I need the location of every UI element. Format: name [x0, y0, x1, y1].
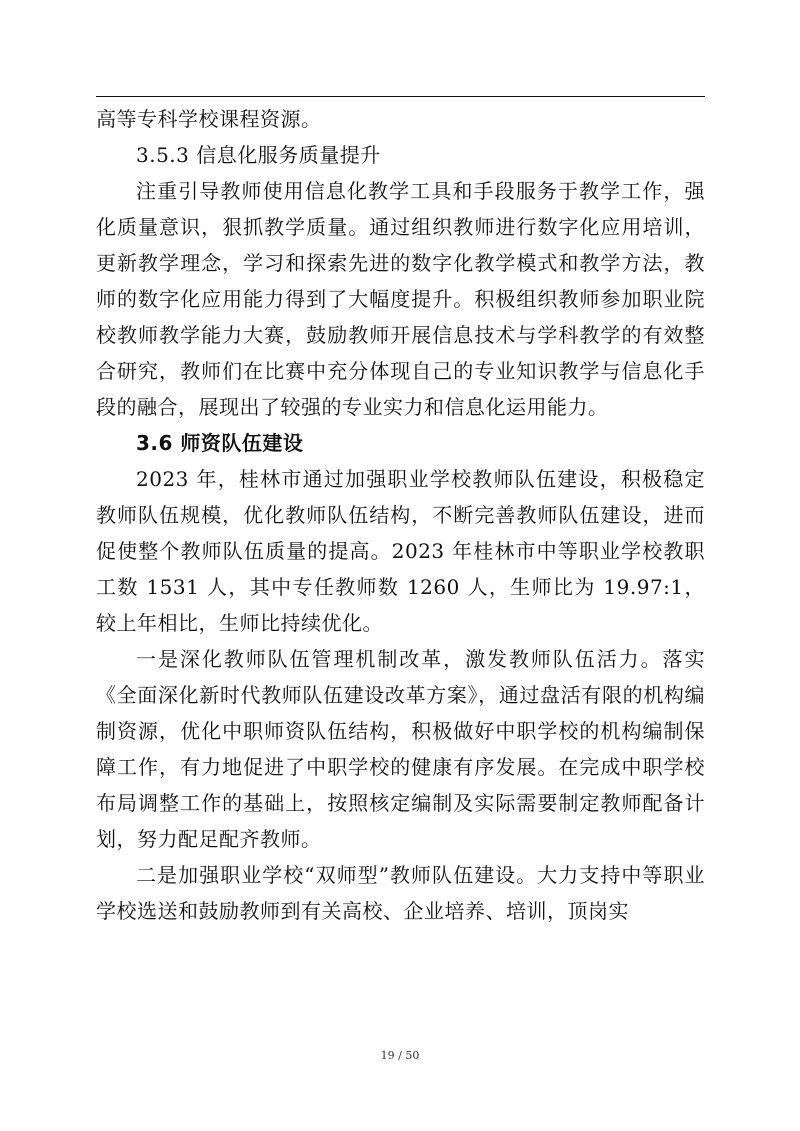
paragraph-continuation: 高等专科学校课程资源。	[96, 107, 322, 131]
section-heading-3-6: 3.6 师资队伍建设	[136, 431, 304, 455]
paragraph-dual-teacher: 二是加强职业学校“双师型”教师队伍建设。大力支持中等职业学校选送和鼓励教师到有关高校、企业培养、培训，顶岗实	[96, 863, 705, 923]
paragraph-management-reform: 一是深化教师队伍管理机制改革，激发教师队伍活力。落实《全面深化新时代教师队伍建设改革方案》，通过盘活有限的机构编制资源，优化中职师资队伍结构，积极做好中职学校的机构编制保障工作，有力地促进了中职学校的健康有序发展。在完成中职学校布局调整工作的基础上，按照核定编制及实际需要制定教师配备计划，努力配足配齐教师。	[96, 647, 705, 851]
paragraph-teacher-stats: 2023 年，桂林市通过加强职业学校教师队伍建设，积极稳定教师队伍规模，优化教师队伍结构，不断完善教师队伍建设，进而促使整个教师队伍质量的提高。2023 年桂林市中等职业学校教职工数 1531 人，其中专任教师数 1260 人，生师比为 19.97:1，较上年相比，生师比持续优化。	[96, 467, 705, 635]
paragraph-informatization: 注重引导教师使用信息化教学工具和手段服务于教学工作，强化质量意识，狠抓教学质量。通过组织教师进行数字化应用培训，更新教学理念，学习和探索先进的数字化教学模式和教学方法，教师的数字化应用能力得到了大幅度提升。积极组织教师参加职业院校教师教学能力大赛，鼓励教师开展信息技术与学科教学的有效整合研究，教师们在比赛中充分体现自己的专业知识教学与信息化手段的融合，展现出了较强的专业实力和信息化运用能力。	[96, 179, 705, 419]
header-rule	[96, 96, 705, 97]
page-number: 19 / 50	[380, 1049, 420, 1062]
section-heading-3-5-3: 3.5.3 信息化服务质量提升	[136, 143, 381, 167]
document-body	[96, 101, 705, 929]
